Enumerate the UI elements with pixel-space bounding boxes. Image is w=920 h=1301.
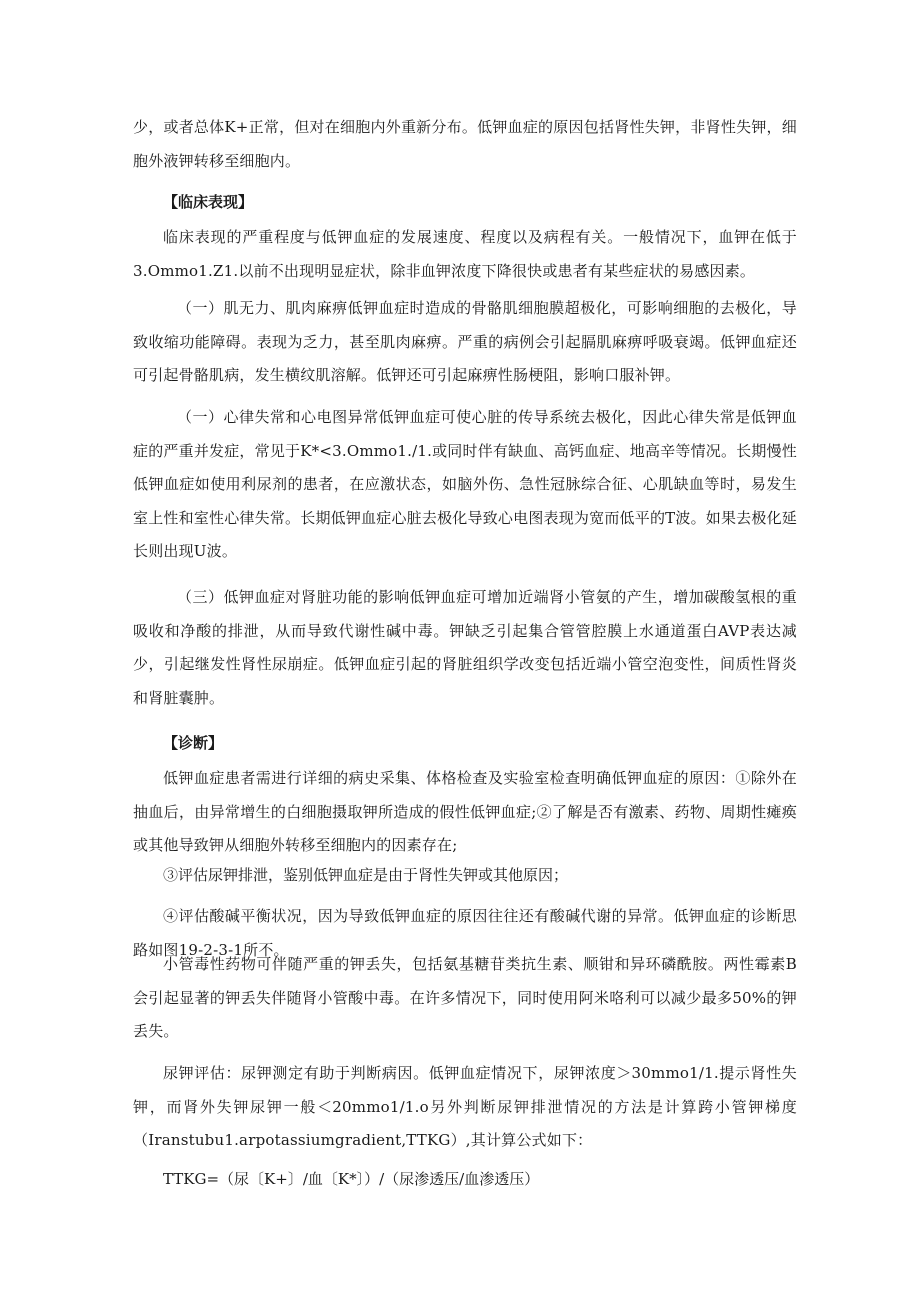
kidney-paragraph: （三）低钾血症对肾脏功能的影响低钾血症可增加近端肾小管氨的产生，增加碳酸氢根的重吸收和净酸的排泄，从而导致代谢性碱中毒。钾缺乏引起集合管管腔膜上水通道蛋白AVP表达减少，引起继发性肾性尿崩症。低钾血症引起的肾脏组织学改变包括近端小管空泡变性，间质性肾炎和肾脏囊肿。 [133, 588, 797, 707]
clinical-paragraph: 临床表现的严重程度与低钾血症的发展速度、程度以及病程有关。一般情况下，血钾在低于3.Ommo1.Z1.以前不出现明显症状，除非血钾浓度下降很快或患者有某些症状的易感因素。 [133, 228, 797, 280]
diagnosis-paragraph-1: 低钾血症患者需进行详细的病史采集、体格检查及实验室检查明确低钾血症的原因：①除外在抽血后，由异常增生的白细胞摄取钾所造成的假性低钾血症;②了解是否有激素、药物、周期性瘫痪或其他导致钾从细胞外转移至细胞内的因素存在; [133, 769, 797, 854]
clinical-heading: 【临床表现】 [163, 193, 254, 211]
diagnosis-item-4: ④评估酸碱平衡状况，因为导致低钾血症的原因往往还有酸碱代谢的异常。低钾血症的诊断思路如图19-2-3-1所不。 [133, 907, 797, 959]
urine-potassium-paragraph: 尿钾评估：尿钾测定有助于判断病因。低钾血症情况下，尿钾浓度＞30mmo1∕1.提示肾性失钾，而肾外失钾尿钾一般＜20mmo1∕1.o另外判断尿钾排泄情况的方法是计算跨小管钾梯度（Iranstubu1.arpotassiumgradient,TTKG）,其计算公式如下： [133, 1064, 797, 1149]
muscle-paragraph: （一）肌无力、肌肉麻痹低钾血症时造成的骨骼肌细胞膜超极化，可影响细胞的去极化，导致收缩功能障碍。表现为乏力，甚至肌肉麻痹。严重的病例会引起膈肌麻痹呼吸衰竭。低钾血症还可引起骨骼肌病，发生横纹肌溶解。低钾还可引起麻痹性肠梗阻，影响口服补钾。 [133, 299, 797, 384]
diagnosis-heading: 【诊断】 [163, 734, 224, 752]
diagnosis-item-3: ③评估尿钾排泄，鉴别低钾血症是由于肾性失钾或其他原因； [163, 866, 569, 884]
ttkg-formula: TTKG=（尿〔K+〕/血〔K*〕）/（尿渗透压/血渗透压） [163, 1170, 540, 1188]
heart-paragraph: （一）心律失常和心电图异常低钾血症可使心脏的传导系统去极化，因此心律失常是低钾血症的严重并发症，常见于K*<3.Ommo1./1.或同时伴有缺血、高钙血症、地高辛等情况。长期慢性低钾血症如使用利尿剂的患者，在应激状态，如脑外伤、急性冠脉综合征、心肌缺血等时，易发生室上性和室性心律失常。长期低钾血症心脏去极化导致心电图表现为宽而低平的T波。如果去极化延长则出现U波。 [133, 408, 797, 560]
tubular-toxicity-paragraph: 小管毒性药物可伴随严重的钾丢失，包括氨基糖苷类抗生素、顺钳和异环磷酰胺。两性霉素B会引起显著的钾丢失伴随肾小管酸中毒。在许多情况下，同时使用阿米咯利可以减少最多50%的钾丢失。 [133, 955, 797, 1040]
intro-paragraph: 少，或者总体K+正常，但对在细胞内外重新分布。低钾血症的原因包括肾性失钾，非肾性失钾，细胞外液钾转移至细胞内。 [133, 118, 797, 170]
